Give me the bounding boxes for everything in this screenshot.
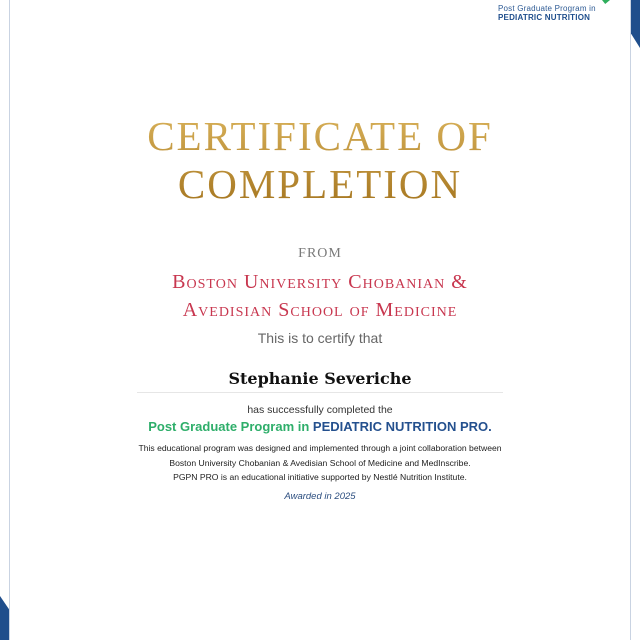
description-line-3: PGPN PRO is an educational initiative supported by Nestlé Nutrition Institute. [173, 472, 467, 482]
program-name-part2: PEDIATRIC NUTRITION PRO. [312, 419, 492, 434]
completed-text: has successfully completed the [247, 404, 393, 416]
top-right-blue-band [631, 0, 640, 48]
description-line-1: This educational program was designed and implemented through a joint collaboration between [138, 443, 502, 453]
program-description [0, 441, 640, 485]
certify-text: This is to certify that [257, 330, 383, 346]
title-line-2: COMPLETION [177, 161, 463, 207]
certificate-title [0, 112, 640, 208]
school-line-2: Avedisian School of Medicine [182, 299, 458, 321]
description-line-2: Boston University Chobanian & Avedisian School of Medicine and MedInscribe. [169, 457, 471, 468]
program-name [0, 419, 640, 434]
program-name-part1: Post Graduate Program in [148, 419, 313, 434]
from-label: FROM [298, 246, 342, 261]
school-line-1: Boston University Chobanian & [172, 271, 468, 293]
bottom-left-blue-band [0, 596, 9, 640]
awarded-year: Awarded in 2025 [284, 491, 356, 502]
program-logo [498, 4, 613, 22]
logo-title: PEDIATRIC NUTRITION [498, 13, 591, 22]
recipient-name: Stephanie Severiche [228, 369, 412, 388]
school-name [0, 268, 640, 324]
title-line-1: CERTIFICATE OF [147, 113, 493, 159]
logo-subtitle: Post Graduate Program in [498, 4, 596, 13]
name-underline [137, 392, 503, 393]
